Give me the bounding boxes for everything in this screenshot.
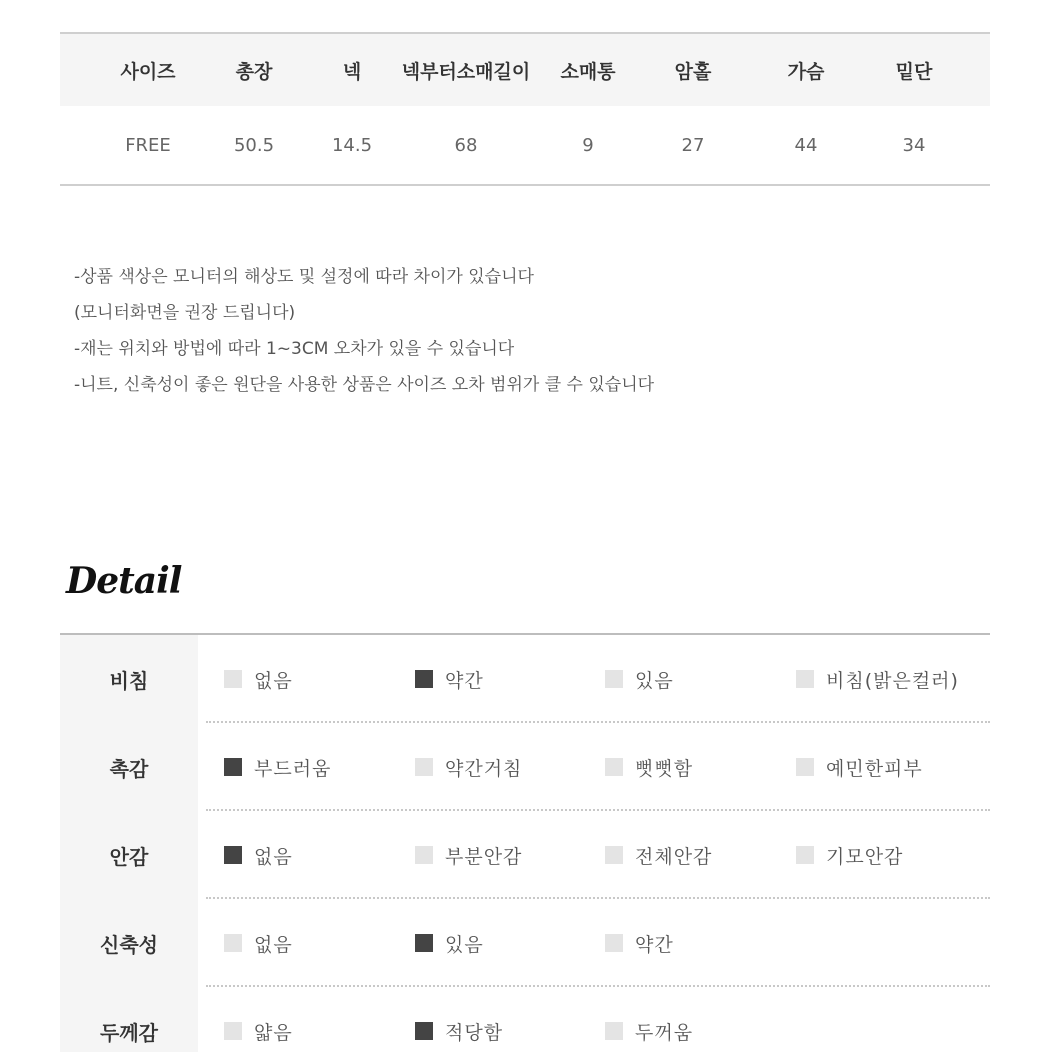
size-value-cell: 44 — [794, 134, 818, 156]
detail-option-label: 없음 — [254, 669, 293, 692]
detail-option — [415, 899, 484, 987]
detail-option-label: 없음 — [254, 933, 293, 956]
detail-row-label: 비침 — [109, 668, 149, 693]
unchecked-box-icon — [605, 846, 623, 864]
detail-option-label: 부드러움 — [254, 757, 332, 780]
checked-box-icon — [224, 846, 242, 864]
detail-option-label: 비침(밝은컬러) — [826, 669, 959, 692]
detail-option — [796, 635, 959, 723]
size-header-cell: 암홀 — [674, 60, 712, 83]
detail-row-label: 신축성 — [100, 932, 158, 957]
size-value-cell: 68 — [454, 134, 478, 156]
detail-row — [60, 987, 990, 1052]
detail-option-label: 있음 — [635, 669, 674, 692]
detail-option-label: 약간 — [445, 669, 484, 692]
unchecked-box-icon — [605, 758, 623, 776]
detail-table — [60, 633, 990, 1052]
size-header-cell: 사이즈 — [120, 60, 176, 83]
detail-option — [415, 987, 503, 1052]
unchecked-box-icon — [605, 670, 623, 688]
size-header-cell: 총장 — [235, 60, 273, 83]
detail-option — [605, 987, 693, 1052]
detail-option — [415, 723, 522, 811]
unchecked-box-icon — [605, 1022, 623, 1040]
unchecked-box-icon — [605, 934, 623, 952]
checked-box-icon — [415, 934, 433, 952]
unchecked-box-icon — [796, 846, 814, 864]
detail-option-label: 부분안감 — [445, 845, 523, 868]
detail-option-label: 없음 — [254, 845, 293, 868]
size-header-cell: 밑단 — [895, 60, 933, 83]
detail-option-label: 두꺼움 — [635, 1021, 694, 1044]
size-header-cell: 넥 — [342, 60, 362, 83]
detail-option — [605, 899, 674, 987]
size-value-cell: FREE — [125, 134, 171, 156]
size-notes — [74, 262, 974, 406]
size-value-cell: 50.5 — [233, 134, 275, 156]
detail-option-label: 적당함 — [445, 1021, 504, 1044]
detail-row-label: 안감 — [109, 844, 149, 869]
detail-title: Detail — [66, 560, 182, 602]
detail-option-label: 있음 — [445, 933, 484, 956]
detail-option — [224, 811, 293, 899]
size-header-cell: 넥부터소매길이 — [401, 60, 531, 83]
checked-box-icon — [224, 758, 242, 776]
checked-box-icon — [415, 1022, 433, 1040]
detail-option-label: 약간 — [635, 933, 674, 956]
size-table-row — [60, 106, 990, 184]
unchecked-box-icon — [224, 670, 242, 688]
unchecked-box-icon — [796, 758, 814, 776]
size-header-cell: 가슴 — [787, 60, 825, 83]
note-line: -니트, 신축성이 좋은 원단을 사용한 상품은 사이즈 오차 범위가 클 수 있습니다 — [74, 375, 655, 395]
detail-option-label: 전체안감 — [635, 845, 713, 868]
size-value-cell: 14.5 — [331, 134, 373, 156]
detail-option — [415, 811, 522, 899]
detail-row — [60, 811, 990, 899]
detail-row-label: 촉감 — [109, 756, 149, 781]
detail-row-label: 두께감 — [100, 1020, 158, 1045]
unchecked-box-icon — [796, 670, 814, 688]
detail-row — [60, 899, 990, 987]
detail-option-label: 뻣뻣함 — [635, 757, 694, 780]
detail-row — [60, 635, 990, 723]
detail-option — [605, 811, 712, 899]
detail-option-label: 얇음 — [254, 1021, 293, 1044]
size-table — [60, 32, 990, 186]
unchecked-box-icon — [415, 846, 433, 864]
detail-option — [224, 899, 293, 987]
detail-option — [605, 723, 693, 811]
size-header-cell: 소매통 — [560, 60, 616, 83]
detail-option — [415, 635, 484, 723]
detail-option-label: 기모안감 — [826, 845, 904, 868]
note-line: (모니터화면을 권장 드립니다) — [74, 303, 296, 323]
detail-option-label: 예민한피부 — [826, 757, 923, 780]
unchecked-box-icon — [224, 934, 242, 952]
unchecked-box-icon — [224, 1022, 242, 1040]
detail-option-label: 약간거침 — [445, 757, 523, 780]
detail-option — [224, 987, 293, 1052]
unchecked-box-icon — [415, 758, 433, 776]
note-line: -상품 색상은 모니터의 해상도 및 설정에 따라 차이가 있습니다 — [74, 267, 534, 287]
note-line: -재는 위치와 방법에 따라 1~3CM 오차가 있을 수 있습니다 — [74, 339, 515, 359]
size-value-cell: 34 — [902, 134, 926, 156]
detail-option — [796, 811, 903, 899]
size-value-cell: 27 — [681, 134, 705, 156]
size-value-cell: 9 — [582, 134, 594, 156]
checked-box-icon — [415, 670, 433, 688]
detail-option — [224, 635, 293, 723]
detail-row — [60, 723, 990, 811]
size-table-header — [60, 34, 990, 106]
detail-option — [796, 723, 923, 811]
detail-option — [224, 723, 331, 811]
detail-option — [605, 635, 674, 723]
